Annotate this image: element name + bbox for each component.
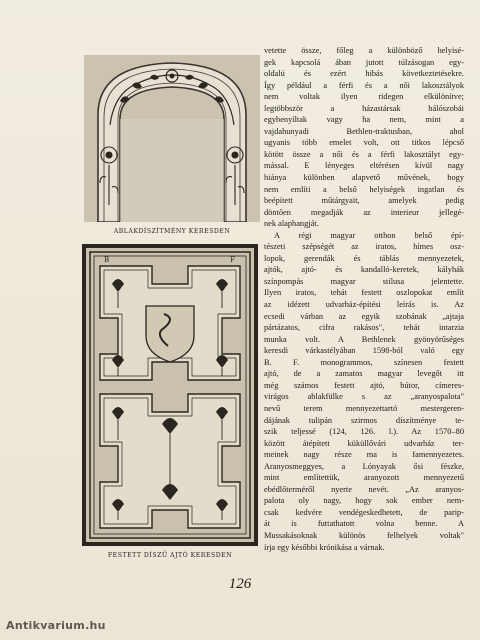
body-text-line: dájának tulipán szirmos díszítménye te-	[264, 415, 464, 425]
body-text-line: mint említettük, aranyozott mennyezetű	[264, 473, 464, 483]
body-text-line: között átépített küküllővári udvarház ter-	[264, 438, 464, 448]
body-text-line: B. F. monogrammos, színesen festett	[264, 357, 464, 367]
body-text-line: ebédlőterméről nyerte nevét. „Az aranyos-	[264, 484, 464, 494]
body-text-line: nem voltak ilyen ridegen elkülönítve;	[264, 92, 464, 102]
body-text-line: még számos festett ajtó, bútor, címeres-	[264, 380, 464, 390]
body-text-line: legtöbbször a házastársak hálószobái	[264, 103, 464, 113]
body-text-line: nevű terem mennyezettartó mestergeren-	[264, 403, 464, 413]
body-text-line: ecsedi várban az egyik szobának „ajtaja	[264, 311, 464, 321]
body-text-line: csak kedvére vendégeskedhetett, de parip-	[264, 507, 464, 517]
body-text-column	[264, 45, 464, 553]
body-text-line: Mussakásoknak különös felhelyek voltak"	[264, 530, 464, 540]
body-text-line: ajtók, ajtó- és kandalló-keretek, kályhák	[264, 265, 464, 275]
painted-door-photo	[82, 244, 258, 546]
svg-text:B: B	[104, 256, 110, 264]
body-text-line: palota oly nagy, hogy sok ember nem-	[264, 496, 464, 506]
body-text-line: A régi magyar otthon belső épí-	[274, 230, 464, 240]
body-text-line: vetette össze, főleg a különböző helyisé-	[264, 46, 464, 55]
body-text-line: virágos ablakfülke s az „aranyospalota"	[264, 392, 464, 402]
body-text-line: nem említi a belső helyiségek ingatlan és	[264, 184, 464, 194]
body-text-line: át is futtathatott volna benne. A	[264, 519, 464, 529]
body-text-line: kötött össze a női és a férfi lakosztályt egy-	[264, 149, 464, 159]
window-ornament-drawing	[84, 55, 260, 222]
body-text-line: írja egy későbbi krónikása a várnak.	[264, 542, 385, 552]
bottom-figure-caption: FESTETT DÍSZŰ AJTÓ KERESDEN	[107, 552, 233, 559]
body-text-line: vajdahunyadi Bethlen-traktusban, ahol	[264, 126, 464, 136]
body-text-line: keresdi várkastélyában 1598-ból való egy	[264, 346, 464, 356]
body-text-line: tészeti szépségét az iratos, hímes osz-	[264, 242, 464, 252]
body-text-line: lopok, gerendák és táblás mennyezetek,	[264, 253, 464, 263]
body-text-line: pártázatos, cifra rakásos", tehát intarzia	[264, 323, 464, 333]
svg-text:F: F	[230, 256, 235, 264]
body-text-line: hiánya különben alapvető művének, hogy	[264, 173, 464, 183]
body-text-line: ugyanis több emelet volt, ott titkos lépcső	[264, 138, 464, 148]
body-text-line: ajtó, de a zamatos magyar levegőt itt	[264, 369, 464, 379]
body-text-line: munka volt. A Bethlenek gyönyörűséges	[264, 334, 464, 344]
watermark: Antikvarium.hu	[6, 619, 106, 632]
body-text-line: beépített műtárgyait, amelyek pedig	[264, 196, 464, 206]
body-text-line: döntően megadják az interieur jellegé-	[264, 207, 464, 217]
body-text-line: gek kapcsolá ában jutott túlzásogan egy-	[264, 57, 464, 67]
body-text-line: Aranyosmeggyes, a Lónyayak ősi fészke,	[264, 461, 464, 471]
body-text-line: oldalú és ezért hibás következtetésekre.	[264, 69, 464, 79]
body-text-line: egybenyíltak vagy ha nem, mint a	[264, 115, 464, 125]
body-text-line: színpompás magyar stílusa jelentette.	[264, 276, 464, 286]
body-text-line: mással. E lényeges eltérésen kívül nagy	[264, 161, 464, 171]
window-ornament-photo	[84, 55, 260, 222]
body-text-line: az idézett udvarház-építési leírás is. Az	[264, 300, 464, 310]
body-text-line: nek alaphangját.	[264, 219, 319, 229]
painted-door-drawing	[82, 244, 258, 546]
body-text-line: meinek nagy része ma is famennyezetes.	[264, 450, 464, 460]
body-text-line: Így például a férfi és a női lakosztályok	[264, 80, 464, 90]
page-number: 126	[228, 576, 252, 592]
top-figure-caption: ABLAKDÍSZÍTMÉNY KERESDEN	[113, 228, 231, 235]
body-text-line: Ilyen iratos, tehát festett oszlopokat említ	[264, 288, 464, 298]
body-text-line: szik teljessé (124, 126. l.). Az 1570–80	[264, 427, 464, 437]
